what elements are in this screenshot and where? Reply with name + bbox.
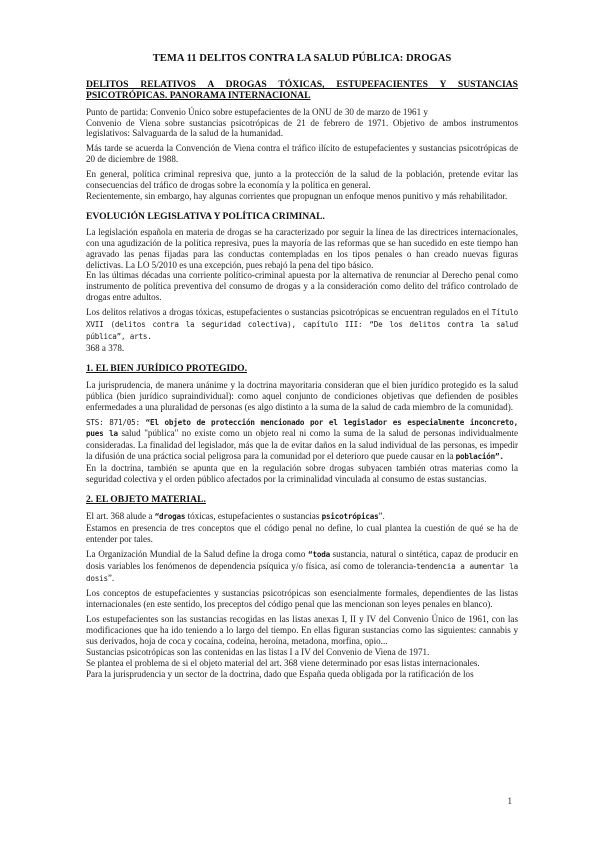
intro-paragraph-3 <box>86 169 518 202</box>
objeto-p2-a: La Organización Mundial de la Salud define la droga como <box>86 548 309 559</box>
evolucion-p3-c: 368 a 378. <box>86 342 125 353</box>
section-heading-intro: DELITOS RELATIVOS A DROGAS TÓXICAS, ESTUPEFACIENTES Y SUSTANCIAS PSICOTRÓPICAS. PANORAMA INTERNACIONAL <box>86 79 518 101</box>
objeto-paragraph-2 <box>86 549 518 585</box>
intro-p1-line2: Convenio de Viena sobre sustancias psicotrópicas de 21 de febrero de 1971. Objetivo de ambos instrumentos legislativos: Salvaguarda de la salud de la humanidad. <box>86 117 518 139</box>
intro-p3-line1: En general, política criminal represiva que, junto a la protección de la salud de la población, pretende evitar las consecuencias del tráfico de drogas sobre la economía y la política en general. <box>86 169 518 191</box>
objeto-paragraph-1 <box>86 511 518 545</box>
bien-sts-quote <box>86 417 518 485</box>
evolucion-paragraph-3 <box>86 307 518 354</box>
objeto-p2-tendencia: tendencia a aumentar la dosis <box>86 561 518 583</box>
evolucion-p3-a: Los delitos relativos a drogas tóxicas, estupefacientes o sustancias psicotrópicas se encuentran regulados en el <box>86 307 492 318</box>
objeto-p4-line4: Para la jurisprudencia y un sector de la doctrina, dado que España queda obligada por la ratificación de los <box>86 668 474 679</box>
section-heading-bien-juridico: 1. EL BIEN JURÍDICO PROTEGIDO. <box>86 362 247 374</box>
sts-quote-rest: salud "pública" no existe como un objeto real ni como la suma de la salud de personas individualmente consideradas. La finalidad del legislador, más que la de evitar daños en la salud individual de las personas, es impedir la difusión de una práctica social peligrosa para la comunidad por el deterioro que puede causar en la <box>86 428 519 462</box>
objeto-p2-toda: “toda <box>308 549 330 559</box>
document-title: TEMA 11 DELITOS CONTRA LA SALUD PÚBLICA: DROGAS <box>152 53 452 64</box>
intro-paragraph-2: Más tarde se acuerda la Convención de Viena contra el tráfico ilícito de estupefacientes y sustancias psicotrópicas de 20 de diciembre de 1988. <box>86 143 518 165</box>
bien-p3: En la doctrina, también se apunta que en la regulación sobre drogas subyacen también otras materias como la seguridad colectiva y el orden público afectados por la criminalidad vinculada al consumo de estas sustancias. <box>86 463 518 485</box>
objeto-p4-line3: Se plantea el problema de si el objeto material del art. 368 viene determinado por esas listas internacionales. <box>86 657 480 668</box>
sts-quote-end: población”. <box>455 452 504 462</box>
objeto-p1-e: ”. <box>378 510 385 521</box>
sts-reference: STS: 871/05: <box>86 417 146 427</box>
evolucion-p3-titulo: Título XVII (delitos contra la seguridad colectiva), capítulo III: “De los delitos contra la salud pública”, arts. <box>86 308 518 341</box>
page-number: 1 <box>507 796 512 806</box>
objeto-p4-line1: Los estupefacientes son las sustancias recogidas en las listas anexas I, II y IV del Convenio Único de 1961, con las modificaciones que ha ido teniendo a lo largo del tiempo. En ellas figuran sustancias como las siguientes: cannabis y sus derivados, hoja de coca y cocaína, codeína, heroína, metadona, morfina, opio... <box>86 614 518 647</box>
section-heading-evolucion: EVOLUCIÓN LEGISLATIVA Y POLÍTICA CRIMINAL. <box>86 210 325 222</box>
intro-p3-line2: Recientemente, sin embargo, hay algunas corrientes que propugnan un enfoque menos punitivo y más rehabilitador. <box>86 190 508 201</box>
objeto-p1-c: tóxicas, estupefacientes o sustancias <box>185 510 322 521</box>
objeto-p1-line2: Estamos en presencia de tres conceptos que el código penal no define, lo cual plantea la cuestión de qué se ha de entender por tales. <box>86 522 518 544</box>
sts-quote-start: “El objeto de protección mencionado por el legislador es especialmente inconcreto, pues la <box>86 417 518 439</box>
evolucion-p2: En las últimas décadas una corriente político-criminal apuesta por la alternativa de renunciar al Derecho penal como instrumento de política preventiva del consumo de drogas y a la consideración como delito del tráfico controlado de drogas entre adultos. <box>86 270 518 303</box>
objeto-paragraph-3: Los conceptos de estupefacientes y sustancias psicotrópicas son esencialmente formales, dependientes de las listas internacionales (en este sentido, los preceptos del código penal que las mencionan son leyes penales en blanco). <box>86 588 518 610</box>
objeto-p1-drogas: “drogas <box>154 511 186 521</box>
intro-p1-line1: Punto de partida: Convenio Único sobre estupefacientes de la ONU de 30 de marzo de 1961 y <box>86 106 428 117</box>
section-heading-objeto-material: 2. EL OBJETO MATERIAL. <box>86 493 206 505</box>
objeto-p1-psicotropicas: psicotrópicas <box>321 511 379 521</box>
intro-paragraph-1 <box>86 107 518 140</box>
objeto-p2-e: ”. <box>107 572 115 583</box>
objeto-p4-line2: Sustancias psicotrópicas son las contenidas en las listas I a IV del Convenio de Viena de 1971. <box>86 646 430 657</box>
objeto-p1-a: El art. 368 alude a <box>86 510 155 521</box>
objeto-paragraph-4 <box>86 614 518 679</box>
document-page <box>86 52 518 684</box>
objeto-p2-c: sustancia, natural o sintética, capaz de producir en dosis variables los fenómenos de dependencia psíquica y/o física, así como de tolerancia- <box>86 548 519 571</box>
evolucion-paragraph-1 <box>86 227 518 303</box>
bien-paragraph-1: La jurisprudencia, de manera unánime y la doctrina mayoritaria consideran que el bien jurídico protegido es la salud pública (bien jurídico supraindividual): como aquel conjunto de condiciones objetivas que defienden de posibles enfermedades a una pluralidad de personas (es algo distinto a la suma de la salud de cada miembro de la comunidad). <box>86 379 518 412</box>
evolucion-p1: La legislación española en materia de drogas se ha caracterizado por seguir la línea de las directrices internacionales, con una agudización de la política represiva, pues la mayoría de las reformas que se han sucedido en este tiempo han agravado las penas fijadas para las conductas contempladas en los tipos penales o han creado nuevas figuras delictivas. La LO 5/2010 es una excepción, pues rebajó la pena del tipo básico. <box>86 226 518 270</box>
